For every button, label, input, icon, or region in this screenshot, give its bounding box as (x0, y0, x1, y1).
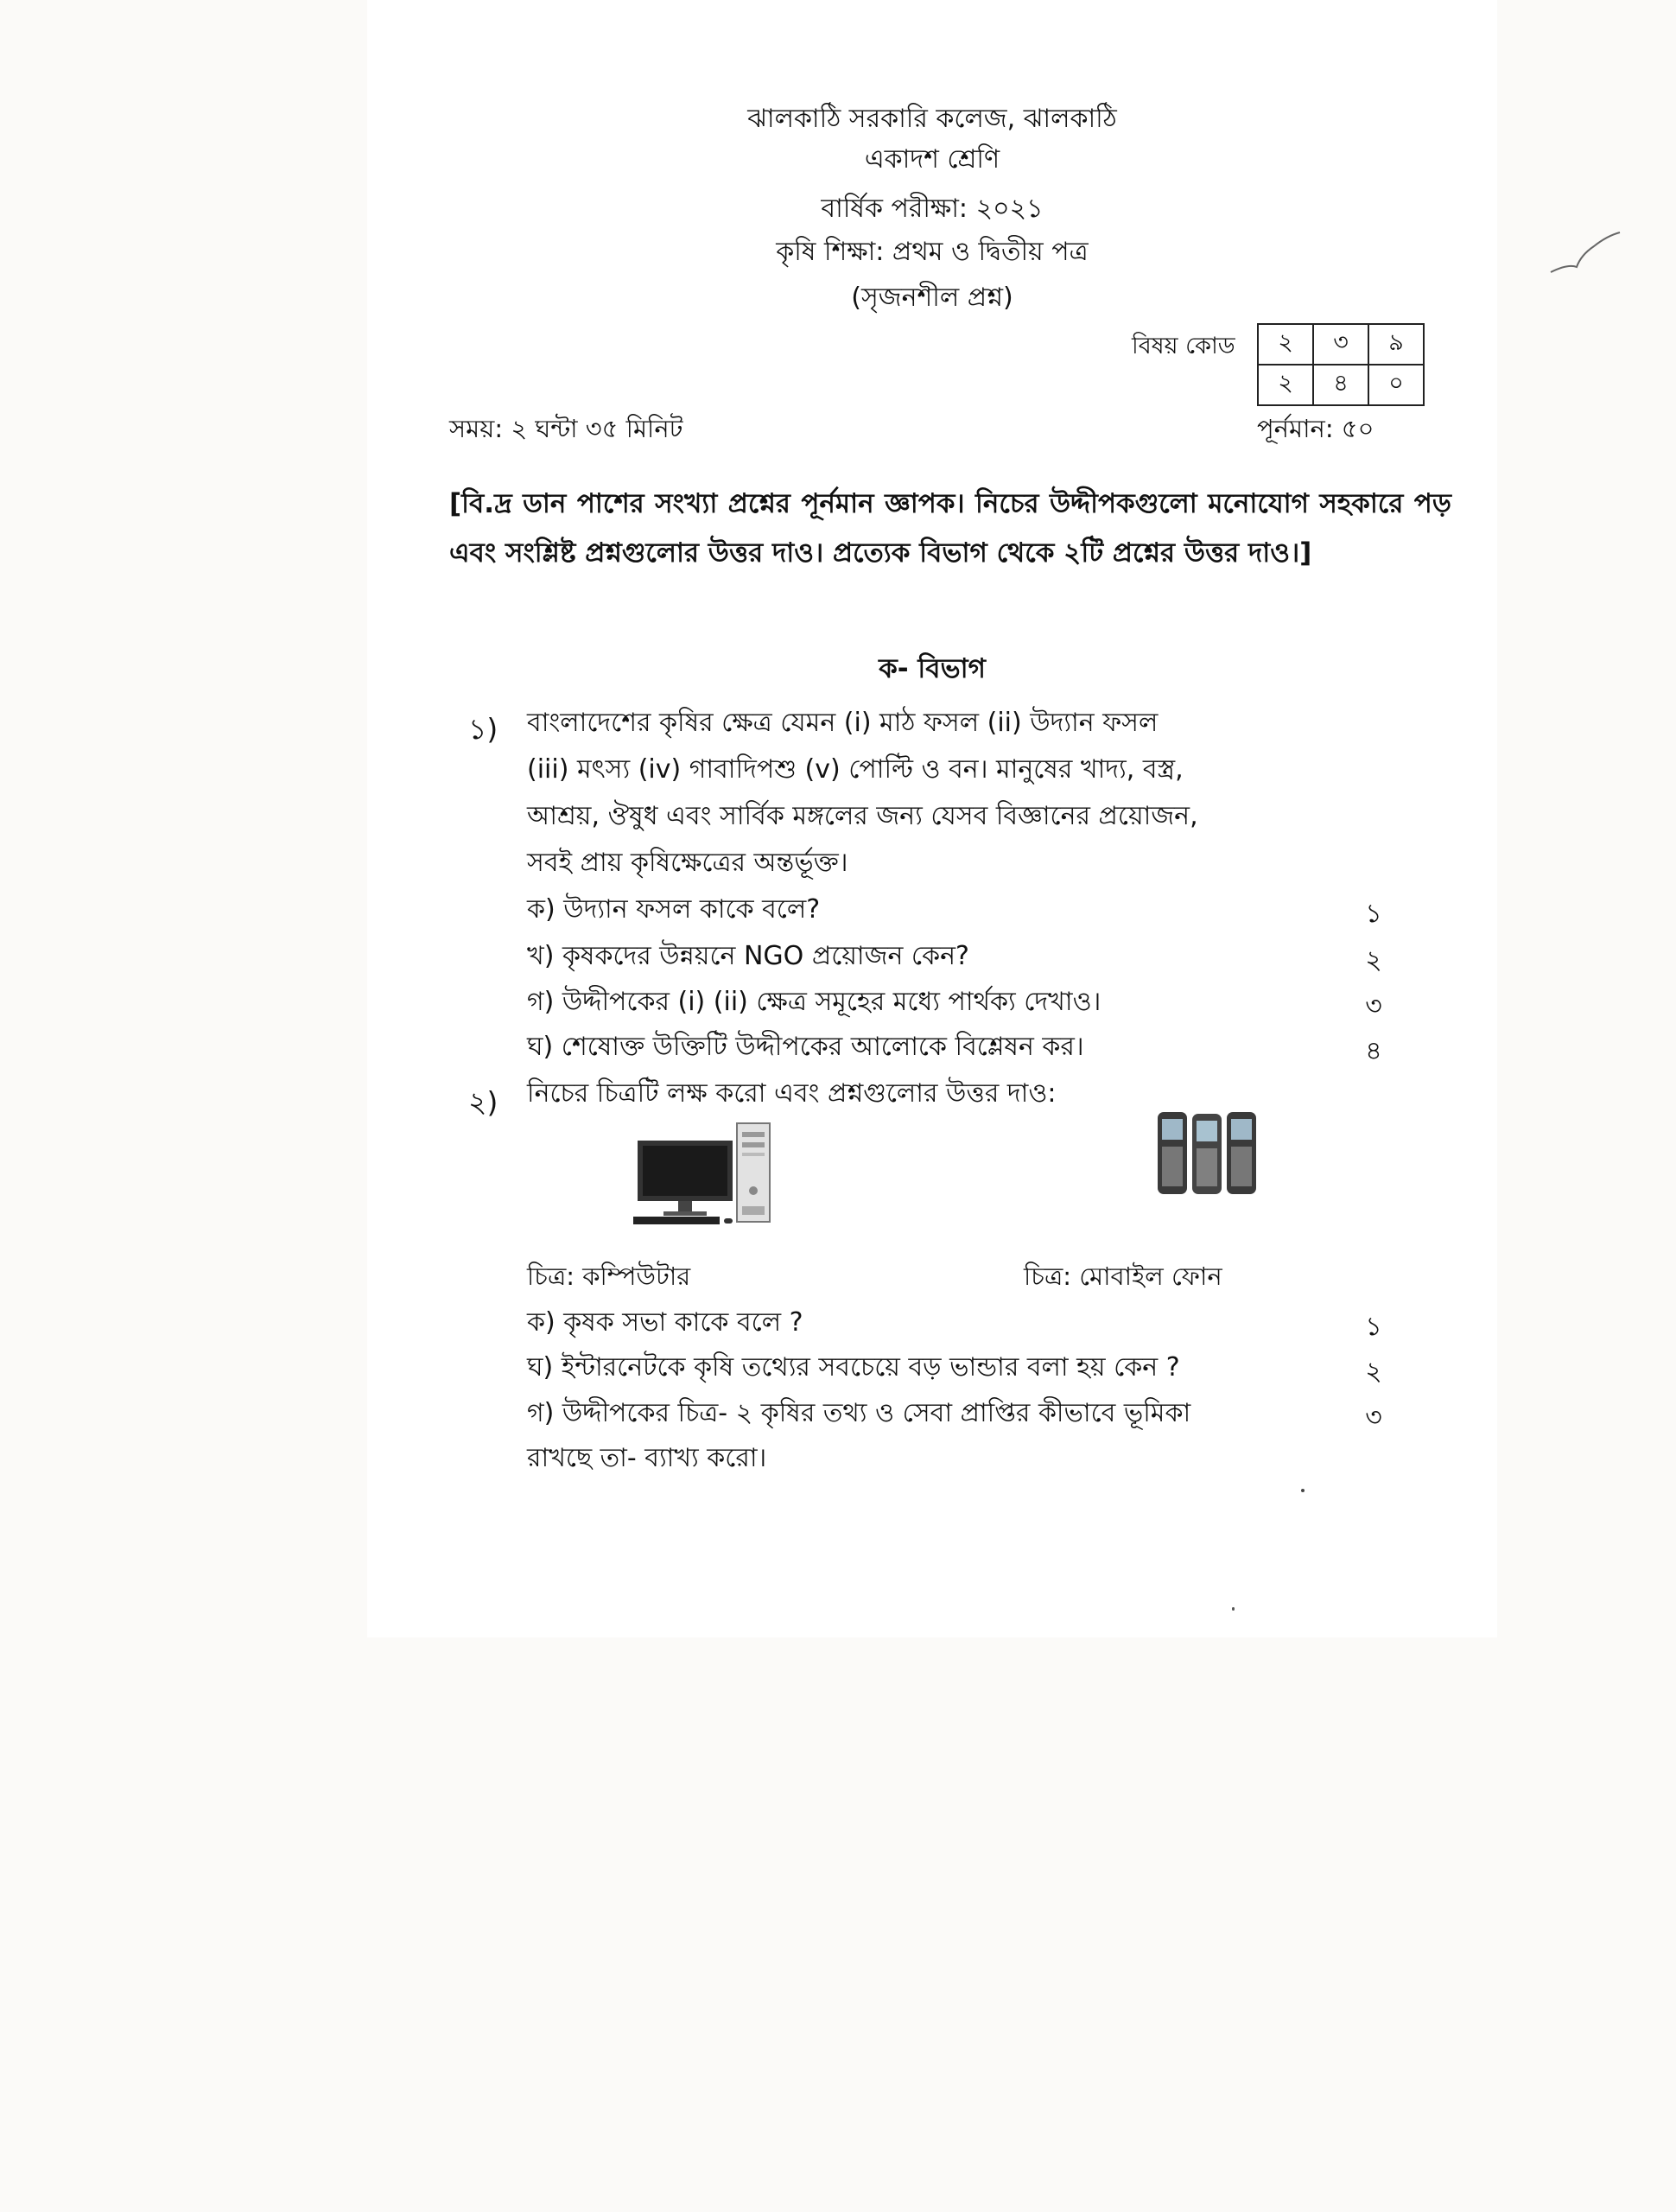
code-cell: ২ (1258, 365, 1313, 405)
sub-question-mark: ৩ (1365, 991, 1382, 1021)
sub-question: ক) উদ্যান ফসল কাকে বলে? (527, 894, 821, 925)
code-cell: ৯ (1368, 324, 1424, 365)
sub-question: গ) উদ্দীপকের (i) (ii) ক্ষেত্র সমূহের মধ্যে পার্থক্য দেখাও। (527, 987, 1101, 1017)
sub-question-mark: ১ (1365, 899, 1382, 929)
college-name: ঝালকাঠি সরকারি কলেজ, ঝালকাঠি (747, 104, 1117, 134)
subject-code-row (1258, 324, 1424, 365)
sub-question-mark: ১ (1365, 1312, 1382, 1342)
sub-question: ক) কৃষক সভা কাকে বলে ? (527, 1307, 803, 1338)
scan-speck (1232, 1607, 1235, 1611)
exam-name: বার্ষিক পরীক্ষা: ২০২১ (821, 194, 1044, 224)
exam-time: সময়: ২ ঘন্টা ৩৫ মিনিট (449, 414, 683, 443)
subject-code-label: বিষয় কোড (1132, 333, 1235, 359)
full-marks: পূর্নমান: ৫০ (1257, 414, 1374, 443)
question-number: ১) (468, 712, 498, 746)
code-cell: ৪ (1313, 365, 1368, 405)
question-2-stem: নিচের চিত্রটি লক্ষ করো এবং প্রশ্নগুলোর উত্তর দাও: (527, 1078, 1057, 1109)
sub-question-mark: ২ (1365, 945, 1382, 976)
sub-question: গ) উদ্দীপকের চিত্র- ২ কৃষির তথ্য ও সেবা প্রাপ্তির কীভাবে ভূমিকা (527, 1398, 1191, 1428)
exam-sheet (367, 0, 1497, 1637)
scan-speck (1301, 1489, 1305, 1492)
computer-image (633, 1122, 771, 1230)
sub-question-mark: ২ (1365, 1357, 1382, 1387)
sub-question: ঘ) শেষোক্ত উক্তিটি উদ্দীপকের আলোকে বিশ্লেষন কর। (527, 1032, 1084, 1062)
question-1-stem (527, 700, 1391, 887)
question-number: ২) (468, 1085, 498, 1119)
sub-question-mark: ৩ (1365, 1402, 1382, 1433)
sub-question: ঘ) ইন্টারনেটকে কৃষি তথ্যের সবচেয়ে বড় ভান্ডার বলা হয় কেন ? (527, 1352, 1180, 1382)
caption-computer: চিত্র: কম্পিউটার (527, 1262, 691, 1291)
sub-question-mark: ৪ (1365, 1036, 1382, 1066)
sub-question-continued: রাখছে তা- ব্যাখ্য করো। (527, 1443, 767, 1473)
stem-line: আশ্রয়, ঔষুধ এবং সার্বিক মঙ্গলের জন্য যেসব বিজ্ঞানের প্রয়োজন, (527, 801, 1198, 831)
class-name: একাদশ শ্রেণি (864, 144, 1000, 175)
subject-code-row (1258, 365, 1424, 405)
pen-mark (1546, 229, 1624, 281)
stem-line: সবই প্রায় কৃষিক্ষেত্রের অন্তর্ভূক্ত। (527, 848, 848, 878)
instruction-note: [বি.দ্র ডান পাশের সংখ্যা প্রশ্নের পূর্নমান জ্ঞাপক। নিচের উদ্দীপকগুলো মনোযোগ সহকারে পড় এবং সংশ্লিষ্ট প্রশ্নগুলোর উত্তর দাও। প্রত্যেক বিভাগ থেকে ২টি প্রশ্নের উত্তর দাও।] (449, 488, 1451, 569)
stem-line: বাংলাদেশের কৃষির ক্ষেত্র যেমন (i) মাঠ ফসল (ii) উদ্যান ফসল (527, 708, 1159, 738)
caption-mobile: চিত্র: মোবাইল ফোন (1024, 1262, 1222, 1291)
section-title: ক- বিভাগ (879, 653, 986, 684)
question-type: (সৃজনশীল প্রশ্ন) (851, 283, 1013, 313)
mobile-phones-image (1156, 1110, 1260, 1197)
sub-question: খ) কৃষকদের উন্নয়নে NGO প্রয়োজন কেন? (527, 941, 969, 971)
stem-line: (iii) মৎস্য (iv) গাবাদিপশু (v) পোল্টি ও বন। মানুষের খাদ্য, বস্ত্র, (527, 754, 1184, 785)
code-cell: ২ (1258, 324, 1313, 365)
subject-code-table (1257, 323, 1425, 406)
code-cell: ০ (1368, 365, 1424, 405)
code-cell: ৩ (1313, 324, 1368, 365)
subject-name: কৃষি শিক্ষা: প্রথম ও দ্বিতীয় পত্র (776, 237, 1089, 267)
